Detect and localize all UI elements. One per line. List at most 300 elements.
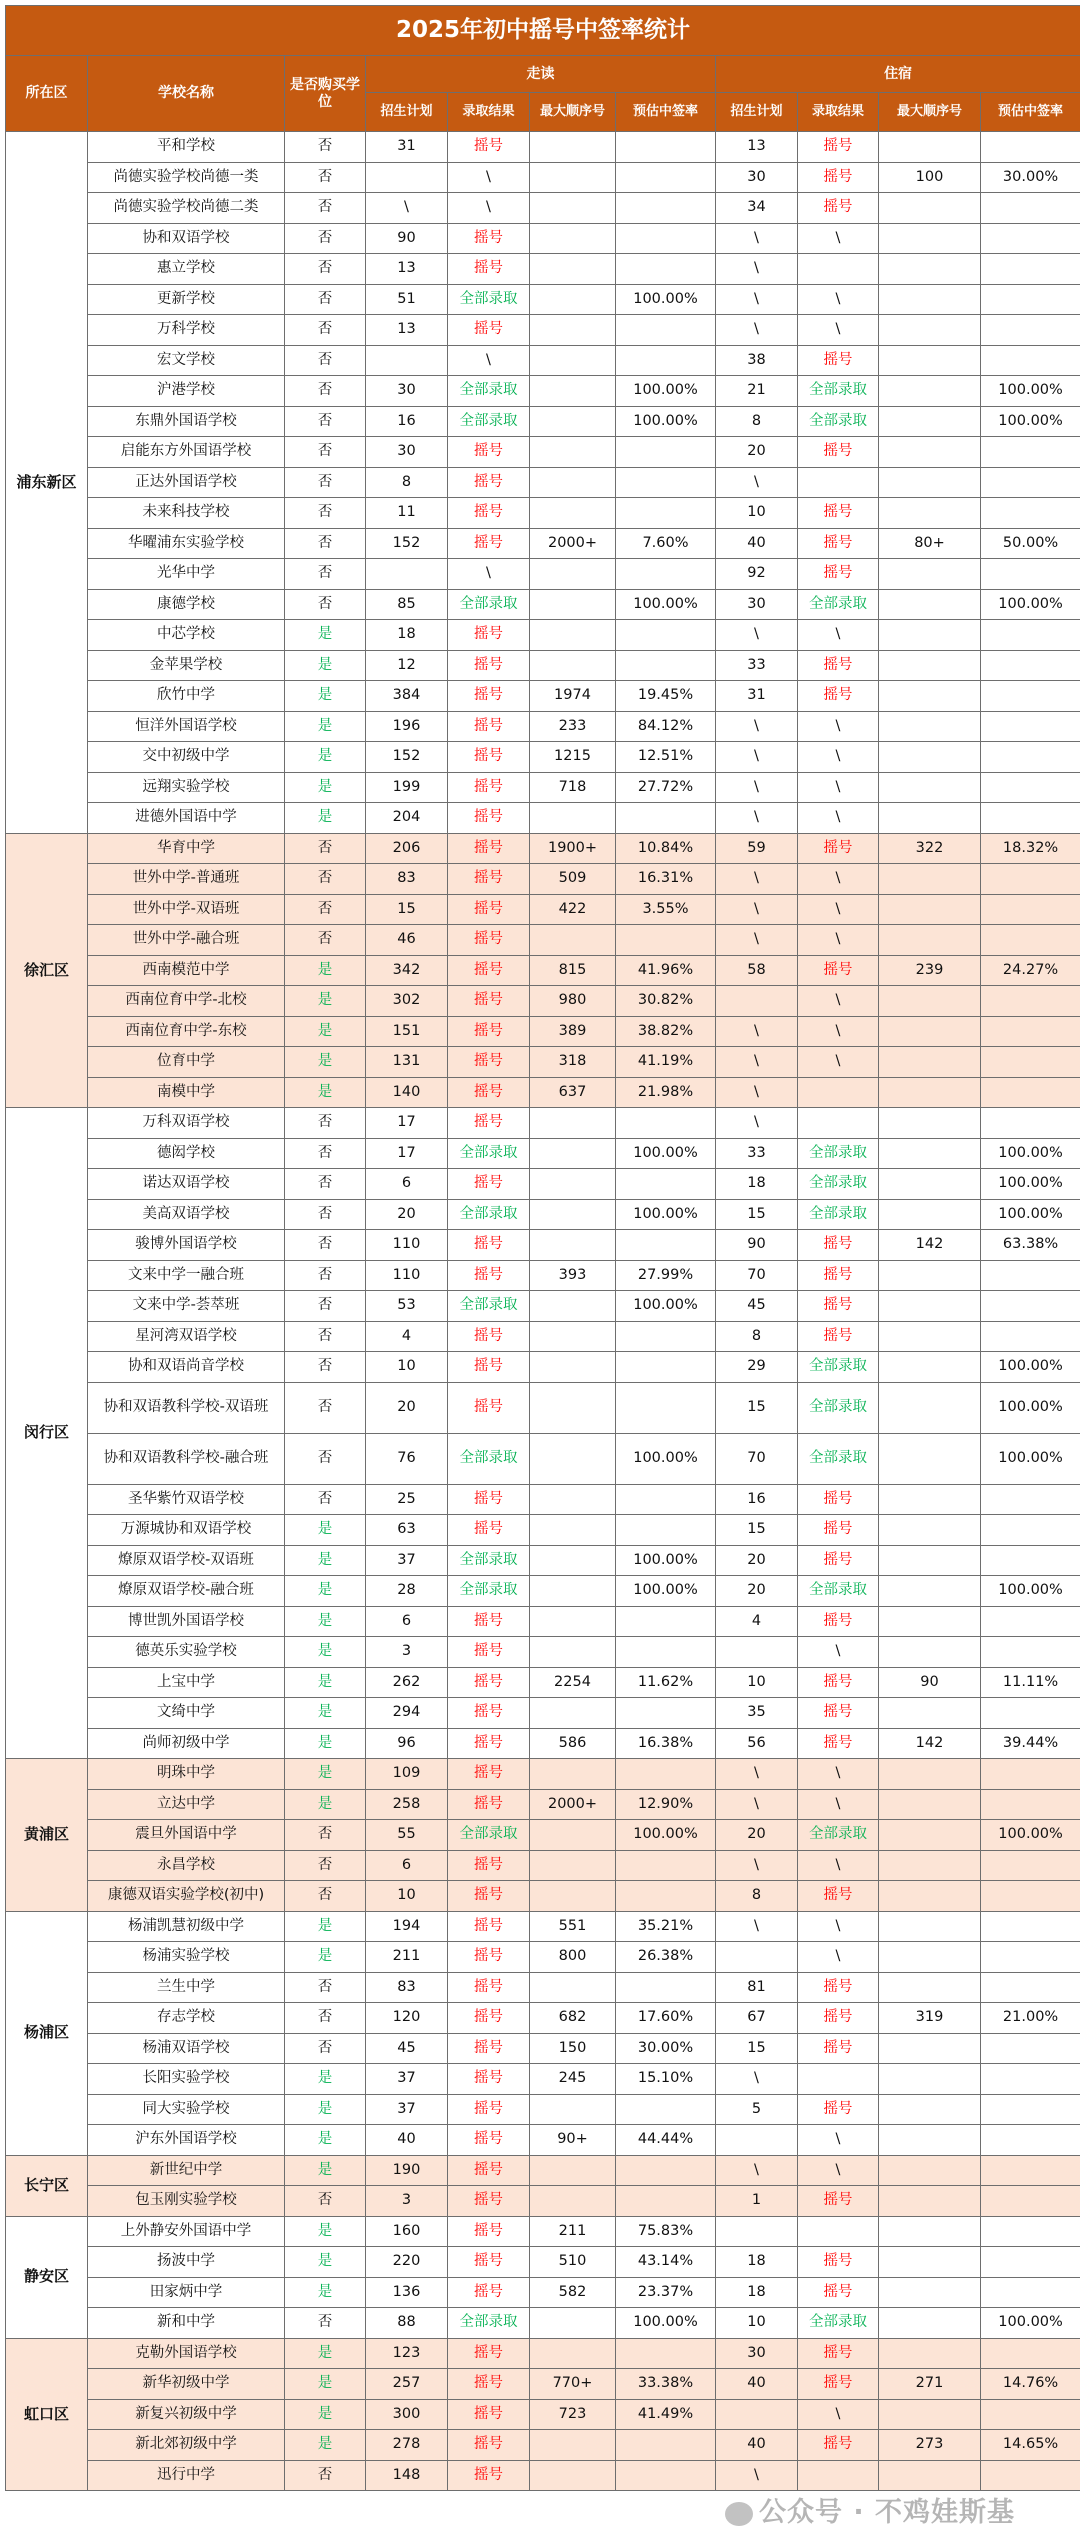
board-result: 摇号 xyxy=(798,1484,879,1515)
table-row xyxy=(6,1881,1080,1912)
board-result: 摇号 xyxy=(798,1728,879,1759)
board-rate xyxy=(981,1291,1080,1322)
day-max-number: 718 xyxy=(530,772,616,803)
day-plan: 199 xyxy=(366,772,448,803)
board-max-number xyxy=(879,1291,981,1322)
buy-seat: 是 xyxy=(285,1576,366,1607)
table-row xyxy=(6,1260,1080,1291)
school-name: 协和双语教科学校-融合班 xyxy=(88,1433,285,1484)
board-plan: \ xyxy=(716,315,798,346)
table-row xyxy=(6,1291,1080,1322)
board-plan: \ xyxy=(716,2460,798,2491)
table-row xyxy=(6,620,1080,651)
school-name: 进德外国语中学 xyxy=(88,803,285,834)
day-plan: 160 xyxy=(366,2216,448,2247)
board-plan: \ xyxy=(716,620,798,651)
buy-seat: 否 xyxy=(285,2033,366,2064)
buy-seat: 是 xyxy=(285,803,366,834)
day-plan: 3 xyxy=(366,2186,448,2217)
buy-seat: 是 xyxy=(285,986,366,1017)
day-max-number: 2000+ xyxy=(530,528,616,559)
day-rate: 27.99% xyxy=(616,1260,716,1291)
board-rate: 14.65% xyxy=(981,2430,1080,2461)
day-result: 摇号 xyxy=(448,528,530,559)
board-result: \ xyxy=(798,986,879,1017)
board-result: \ xyxy=(798,1016,879,1047)
day-rate: 100.00% xyxy=(616,376,716,407)
board-rate: 100.00% xyxy=(981,1199,1080,1230)
board-max-number xyxy=(879,1047,981,1078)
school-name: 恒洋外国语学校 xyxy=(88,711,285,742)
table-row xyxy=(6,132,1080,163)
day-rate: 23.37% xyxy=(616,2277,716,2308)
day-plan: 10 xyxy=(366,1352,448,1383)
day-result: 摇号 xyxy=(448,2094,530,2125)
day-plan: 204 xyxy=(366,803,448,834)
board-plan: 15 xyxy=(716,1199,798,1230)
day-max-number: 682 xyxy=(530,2003,616,2034)
board-result: 全部录取 xyxy=(798,1138,879,1169)
day-max-number: 815 xyxy=(530,955,616,986)
day-max-number xyxy=(530,2338,616,2369)
board-plan: 40 xyxy=(716,528,798,559)
board-plan: \ xyxy=(716,803,798,834)
board-plan: \ xyxy=(716,254,798,285)
board-plan: 33 xyxy=(716,650,798,681)
board-max-number xyxy=(879,254,981,285)
school-name: 万科双语学校 xyxy=(88,1108,285,1139)
day-max-number xyxy=(530,1759,616,1790)
day-result: 全部录取 xyxy=(448,376,530,407)
buy-seat: 是 xyxy=(285,2216,366,2247)
board-plan: 67 xyxy=(716,2003,798,2034)
buy-seat: 否 xyxy=(285,498,366,529)
board-rate xyxy=(981,2094,1080,2125)
buy-seat: 否 xyxy=(285,254,366,285)
day-rate xyxy=(616,559,716,590)
board-plan: 38 xyxy=(716,345,798,376)
day-rate: 100.00% xyxy=(616,1433,716,1484)
school-name: 新复兴初级中学 xyxy=(88,2399,285,2430)
board-max-number xyxy=(879,1169,981,1200)
day-result: 摇号 xyxy=(448,2003,530,2034)
board-max-number xyxy=(879,2155,981,2186)
day-result: 摇号 xyxy=(448,833,530,864)
board-plan: 15 xyxy=(716,1382,798,1433)
day-result: 摇号 xyxy=(448,2033,530,2064)
board-result: 全部录取 xyxy=(798,589,879,620)
day-plan: 90 xyxy=(366,223,448,254)
table-row xyxy=(6,1199,1080,1230)
table-row xyxy=(6,2277,1080,2308)
board-max-number xyxy=(879,986,981,1017)
table-row xyxy=(6,2064,1080,2095)
header-board-max-number: 最大顺序号 xyxy=(879,93,981,132)
board-plan: \ xyxy=(716,894,798,925)
buy-seat: 否 xyxy=(285,894,366,925)
board-result xyxy=(798,2216,879,2247)
day-rate: 30.00% xyxy=(616,2033,716,2064)
buy-seat: 是 xyxy=(285,1942,366,1973)
school-name: 位育中学 xyxy=(88,1047,285,1078)
day-rate: 100.00% xyxy=(616,1545,716,1576)
board-rate: 100.00% xyxy=(981,1576,1080,1607)
school-name: 康德学校 xyxy=(88,589,285,620)
buy-seat: 是 xyxy=(285,1606,366,1637)
board-rate xyxy=(981,650,1080,681)
board-rate: 50.00% xyxy=(981,528,1080,559)
buy-seat: 否 xyxy=(285,2186,366,2217)
day-max-number xyxy=(530,345,616,376)
board-result: 摇号 xyxy=(798,1321,879,1352)
day-plan xyxy=(366,162,448,193)
table-row xyxy=(6,193,1080,224)
buy-seat: 是 xyxy=(285,1016,366,1047)
day-result: \ xyxy=(448,559,530,590)
buy-seat: 否 xyxy=(285,864,366,895)
buy-seat: 是 xyxy=(285,2155,366,2186)
table-row xyxy=(6,589,1080,620)
buy-seat: 是 xyxy=(285,742,366,773)
buy-seat: 是 xyxy=(285,1077,366,1108)
day-max-number xyxy=(530,1972,616,2003)
table-row xyxy=(6,1911,1080,1942)
day-rate xyxy=(616,1352,716,1383)
day-rate xyxy=(616,1972,716,2003)
buy-seat: 是 xyxy=(285,1667,366,1698)
day-plan: \ xyxy=(366,193,448,224)
board-rate: 100.00% xyxy=(981,1352,1080,1383)
board-result xyxy=(798,467,879,498)
day-result: 摇号 xyxy=(448,2369,530,2400)
board-rate xyxy=(981,2247,1080,2278)
day-plan: 151 xyxy=(366,1016,448,1047)
district-cell: 黄浦区 xyxy=(6,1759,88,1912)
school-name: 燎原双语学校-融合班 xyxy=(88,1576,285,1607)
day-plan: 8 xyxy=(366,467,448,498)
table-title: 2025年初中摇号中签率统计 xyxy=(6,6,1080,56)
day-plan: 384 xyxy=(366,681,448,712)
buy-seat: 否 xyxy=(285,1850,366,1881)
board-result: \ xyxy=(798,1047,879,1078)
buy-seat: 是 xyxy=(285,1728,366,1759)
table-row xyxy=(6,742,1080,773)
table-row xyxy=(6,1820,1080,1851)
table-row xyxy=(6,284,1080,315)
board-plan: \ xyxy=(716,1759,798,1790)
day-plan: 11 xyxy=(366,498,448,529)
board-result: 摇号 xyxy=(798,437,879,468)
day-plan: 220 xyxy=(366,2247,448,2278)
school-name: 德英乐实验学校 xyxy=(88,1637,285,1668)
day-rate xyxy=(616,345,716,376)
day-rate xyxy=(616,1321,716,1352)
buy-seat: 否 xyxy=(285,1484,366,1515)
board-result: 摇号 xyxy=(798,2033,879,2064)
board-result: \ xyxy=(798,315,879,346)
board-plan: 81 xyxy=(716,1972,798,2003)
header-board-plan: 招生计划 xyxy=(716,93,798,132)
school-name: 西南位育中学-东校 xyxy=(88,1016,285,1047)
day-rate xyxy=(616,2094,716,2125)
board-plan: 8 xyxy=(716,1321,798,1352)
day-max-number: 551 xyxy=(530,1911,616,1942)
board-max-number xyxy=(879,1321,981,1352)
board-plan: 1 xyxy=(716,2186,798,2217)
board-rate: 100.00% xyxy=(981,2308,1080,2339)
day-result: 摇号 xyxy=(448,894,530,925)
school-name: 新北郊初级中学 xyxy=(88,2430,285,2461)
board-plan xyxy=(716,2125,798,2156)
board-plan: 8 xyxy=(716,406,798,437)
day-rate xyxy=(616,254,716,285)
table-row xyxy=(6,2125,1080,2156)
day-plan: 46 xyxy=(366,925,448,956)
board-plan: 21 xyxy=(716,376,798,407)
board-max-number xyxy=(879,1789,981,1820)
day-result: 摇号 xyxy=(448,2399,530,2430)
day-rate: 43.14% xyxy=(616,2247,716,2278)
board-rate xyxy=(981,2399,1080,2430)
table-row xyxy=(6,1728,1080,1759)
buy-seat: 否 xyxy=(285,437,366,468)
watermark-text: 公众号 · 不鸡娃斯基 xyxy=(759,2497,1015,2528)
day-plan: 131 xyxy=(366,1047,448,1078)
board-rate xyxy=(981,2064,1080,2095)
day-plan: 37 xyxy=(366,2064,448,2095)
day-rate: 15.10% xyxy=(616,2064,716,2095)
board-result: 摇号 xyxy=(798,1545,879,1576)
day-rate xyxy=(616,498,716,529)
buy-seat: 否 xyxy=(285,1433,366,1484)
day-max-number: 980 xyxy=(530,986,616,1017)
board-rate xyxy=(981,986,1080,1017)
board-result: 摇号 xyxy=(798,132,879,163)
day-max-number xyxy=(530,559,616,590)
board-max-number xyxy=(879,711,981,742)
school-name: 美高双语学校 xyxy=(88,1199,285,1230)
day-result: \ xyxy=(448,162,530,193)
board-plan: \ xyxy=(716,772,798,803)
day-plan: 13 xyxy=(366,254,448,285)
table-row xyxy=(6,2155,1080,2186)
day-result: 全部录取 xyxy=(448,1576,530,1607)
wechat-icon xyxy=(725,2502,753,2526)
school-name: 明珠中学 xyxy=(88,1759,285,1790)
board-plan: 20 xyxy=(716,1820,798,1851)
board-plan xyxy=(716,1942,798,1973)
board-rate xyxy=(981,803,1080,834)
day-max-number xyxy=(530,1433,616,1484)
day-rate: 100.00% xyxy=(616,284,716,315)
day-result: 摇号 xyxy=(448,864,530,895)
board-plan: 30 xyxy=(716,2338,798,2369)
board-max-number xyxy=(879,132,981,163)
day-rate: 10.84% xyxy=(616,833,716,864)
day-max-number xyxy=(530,650,616,681)
day-plan: 83 xyxy=(366,1972,448,2003)
board-plan: 15 xyxy=(716,1515,798,1546)
day-max-number xyxy=(530,2094,616,2125)
board-result: 摇号 xyxy=(798,1606,879,1637)
board-result: 摇号 xyxy=(798,650,879,681)
day-result: 摇号 xyxy=(448,1260,530,1291)
buy-seat: 是 xyxy=(285,2064,366,2095)
day-result: 摇号 xyxy=(448,1881,530,1912)
day-result: 摇号 xyxy=(448,1230,530,1261)
board-result: \ xyxy=(798,894,879,925)
day-max-number: 2000+ xyxy=(530,1789,616,1820)
day-result: \ xyxy=(448,345,530,376)
board-max-number xyxy=(879,1850,981,1881)
school-name: 沪港学校 xyxy=(88,376,285,407)
table-row xyxy=(6,1789,1080,1820)
day-result: 摇号 xyxy=(448,742,530,773)
board-rate xyxy=(981,1515,1080,1546)
lottery-rate-table xyxy=(5,5,1080,2491)
school-name: 杨浦凯慧初级中学 xyxy=(88,1911,285,1942)
buy-seat: 否 xyxy=(285,376,366,407)
table-row xyxy=(6,803,1080,834)
buy-seat: 否 xyxy=(285,1972,366,2003)
board-result: 全部录取 xyxy=(798,1169,879,1200)
day-max-number: 800 xyxy=(530,1942,616,1973)
board-plan: 10 xyxy=(716,1667,798,1698)
board-max-number xyxy=(879,315,981,346)
table-row xyxy=(6,2094,1080,2125)
buy-seat: 是 xyxy=(285,1515,366,1546)
board-result: \ xyxy=(798,864,879,895)
day-max-number xyxy=(530,2430,616,2461)
table-row xyxy=(6,1850,1080,1881)
day-rate xyxy=(616,2155,716,2186)
table-row xyxy=(6,2338,1080,2369)
day-plan: 120 xyxy=(366,2003,448,2034)
day-result: 全部录取 xyxy=(448,1199,530,1230)
day-rate xyxy=(616,437,716,468)
buy-seat: 否 xyxy=(285,406,366,437)
buy-seat: 否 xyxy=(285,162,366,193)
day-plan: 109 xyxy=(366,1759,448,1790)
board-plan: 16 xyxy=(716,1484,798,1515)
board-max-number xyxy=(879,1911,981,1942)
board-result: 摇号 xyxy=(798,1881,879,1912)
day-rate: 100.00% xyxy=(616,589,716,620)
board-max-number xyxy=(879,681,981,712)
board-max-number xyxy=(879,2338,981,2369)
day-plan: 6 xyxy=(366,1850,448,1881)
board-result: 全部录取 xyxy=(798,1576,879,1607)
day-rate: 30.82% xyxy=(616,986,716,1017)
day-plan: 13 xyxy=(366,315,448,346)
day-result: 摇号 xyxy=(448,1972,530,2003)
school-name: 康德双语实验学校(初中) xyxy=(88,1881,285,1912)
board-result: \ xyxy=(798,284,879,315)
table-row xyxy=(6,528,1080,559)
table-row xyxy=(6,376,1080,407)
day-result: 全部录取 xyxy=(448,1820,530,1851)
board-rate: 18.32% xyxy=(981,833,1080,864)
header-day-rate: 预估中签率 xyxy=(616,93,716,132)
day-result: 摇号 xyxy=(448,2125,530,2156)
day-result: 摇号 xyxy=(448,925,530,956)
table-row xyxy=(6,1016,1080,1047)
board-max-number xyxy=(879,1820,981,1851)
board-max-number xyxy=(879,223,981,254)
day-max-number xyxy=(530,1291,616,1322)
buy-seat: 是 xyxy=(285,681,366,712)
day-max-number: 233 xyxy=(530,711,616,742)
day-rate xyxy=(616,620,716,651)
table-row xyxy=(6,650,1080,681)
school-name: 上外静安外国语中学 xyxy=(88,2216,285,2247)
day-max-number: 637 xyxy=(530,1077,616,1108)
board-rate xyxy=(981,1077,1080,1108)
header-buy-seat: 是否购买学位 xyxy=(285,56,366,132)
board-plan: 40 xyxy=(716,2430,798,2461)
day-result: 摇号 xyxy=(448,1047,530,1078)
day-plan: 206 xyxy=(366,833,448,864)
board-rate xyxy=(981,2338,1080,2369)
school-name: 金苹果学校 xyxy=(88,650,285,681)
board-result xyxy=(798,254,879,285)
table-row xyxy=(6,498,1080,529)
board-max-number: 142 xyxy=(879,1230,981,1261)
board-result: 摇号 xyxy=(798,2094,879,2125)
board-max-number xyxy=(879,1260,981,1291)
day-rate xyxy=(616,1637,716,1668)
day-plan xyxy=(366,559,448,590)
day-plan: 257 xyxy=(366,2369,448,2400)
day-rate xyxy=(616,1698,716,1729)
day-rate: 12.90% xyxy=(616,1789,716,1820)
school-name: 存志学校 xyxy=(88,2003,285,2034)
school-name: 协和双语尚音学校 xyxy=(88,1352,285,1383)
day-rate xyxy=(616,1606,716,1637)
board-result xyxy=(798,2064,879,2095)
board-result: 全部录取 xyxy=(798,1199,879,1230)
buy-seat: 是 xyxy=(285,1759,366,1790)
day-plan: 6 xyxy=(366,1606,448,1637)
board-plan: \ xyxy=(716,925,798,956)
day-result: 摇号 xyxy=(448,132,530,163)
day-rate xyxy=(616,1382,716,1433)
buy-seat: 是 xyxy=(285,772,366,803)
district-cell: 徐汇区 xyxy=(6,833,88,1108)
table-row xyxy=(6,1047,1080,1078)
board-rate xyxy=(981,1321,1080,1352)
day-rate xyxy=(616,1108,716,1139)
buy-seat: 是 xyxy=(285,1911,366,1942)
day-rate: 3.55% xyxy=(616,894,716,925)
day-max-number xyxy=(530,1352,616,1383)
board-result: 全部录取 xyxy=(798,376,879,407)
table-row xyxy=(6,925,1080,956)
day-result: 摇号 xyxy=(448,223,530,254)
board-rate xyxy=(981,2186,1080,2217)
day-max-number: 90+ xyxy=(530,2125,616,2156)
board-max-number xyxy=(879,437,981,468)
buy-seat: 是 xyxy=(285,1789,366,1820)
district-cell: 静安区 xyxy=(6,2216,88,2338)
day-max-number xyxy=(530,1576,616,1607)
buy-seat: 是 xyxy=(285,1545,366,1576)
day-plan: 294 xyxy=(366,1698,448,1729)
day-result: 摇号 xyxy=(448,1667,530,1698)
school-name: 文来中学-荟萃班 xyxy=(88,1291,285,1322)
day-result: 摇号 xyxy=(448,1789,530,1820)
board-max-number xyxy=(879,1199,981,1230)
